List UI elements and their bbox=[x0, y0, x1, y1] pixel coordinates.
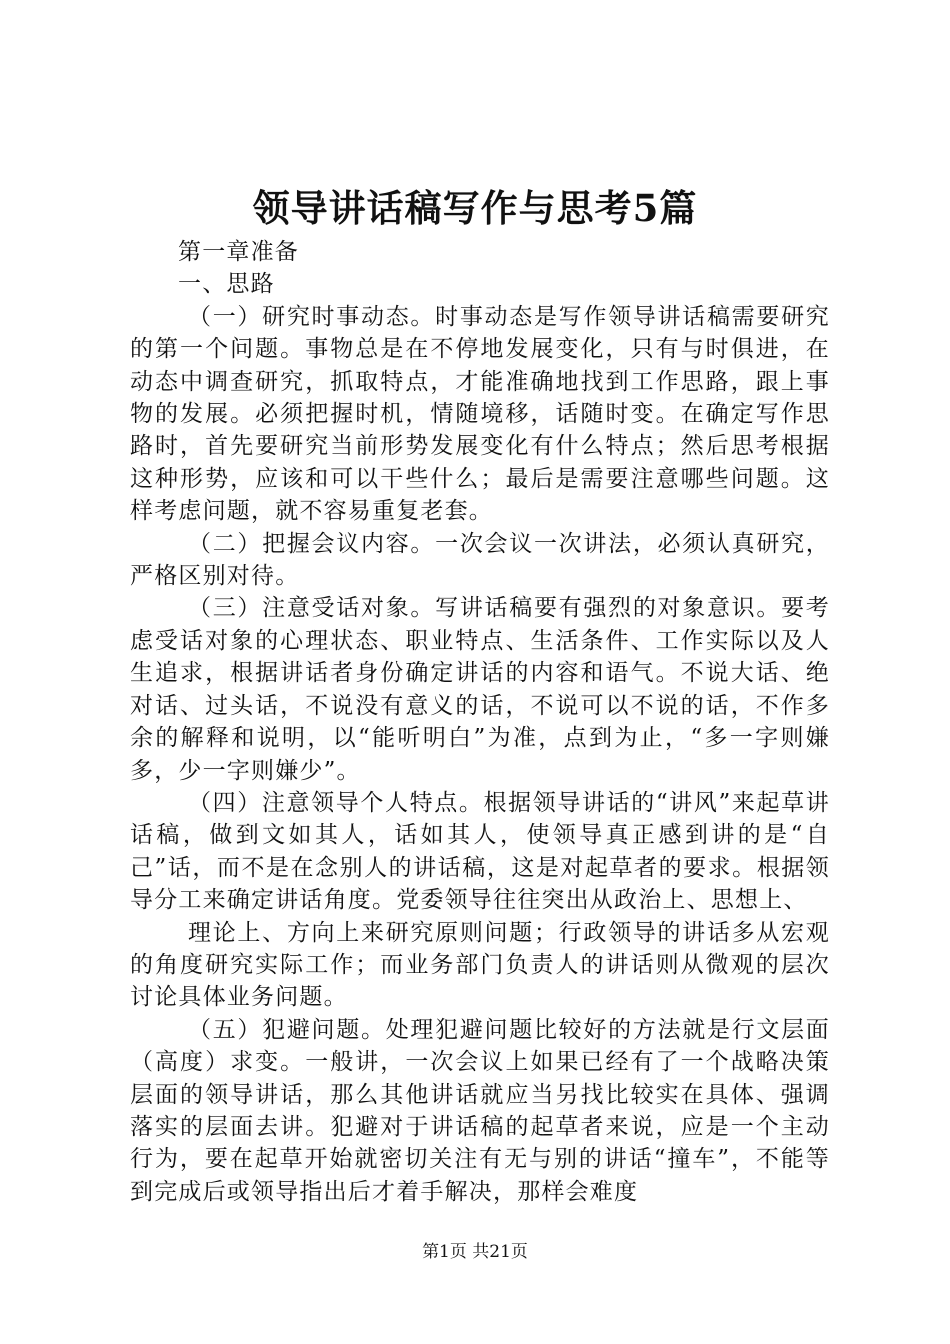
document-title: 领导讲话稿写作与思考5篇 bbox=[252, 186, 698, 230]
paragraph-6: （五）犯避问题。处理犯避问题比较好的方法就是行文层面（高度）求变。一般讲，一次会议上如果已经有了一个战略决策层面的领导讲话，那么其他讲话就应当另找比较实在具体、强调落实的层面去讲。犯避对于讲话稿的起草者来说，应是一个主动行为，要在起草开始就密切关注有无与别的讲话“撞车”，不能等到完成后或领导指出后才着手解决，那样会难度 bbox=[130, 1016, 830, 1205]
paragraph-2: （二）把握会议内容。一次会议一次讲法，必须认真研究，严格区别对待。 bbox=[130, 530, 830, 590]
section-heading: 一、思路 bbox=[178, 271, 275, 298]
document-body bbox=[130, 236, 830, 1208]
page-number: 第1页 共21页 bbox=[422, 1242, 528, 1262]
paragraph-3: （三）注意受话对象。写讲话稿要有强烈的对象意识。要考虑受话对象的心理状态、职业特点、生活条件、工作实际以及人生追求，根据讲话者身份确定讲话的内容和语气。不说大话、绝对话、过头话，不说没有意义的话，不说可以不说的话，不作多余的解释和说明，以“能听明白”为准，点到为止，“多一字则嫌多，少一字则嫌少”。 bbox=[130, 595, 830, 784]
paragraph-4: （四）注意领导个人特点。根据领导讲话的“讲风”来起草讲话稿，做到文如其人，话如其人，使领导真正感到讲的是“自己”话，而不是在念别人的讲话稿，这是对起草者的要求。根据领导分工来确定讲话角度。党委领导往往突出从政治上、思想上、 bbox=[130, 789, 830, 914]
paragraph-1: （一）研究时事动态。时事动态是写作领导讲话稿需要研究的第一个问题。事物总是在不停地发展变化，只有与时俱进，在动态中调查研究，抓取特点，才能准确地找到工作思路，跟上事物的发展。必须把握时机，情随境移，话随时变。在确定写作思路时，首先要研究当前形势发展变化有什么特点；然后思考根据这种形势，应该和可以干些什么；最后是需要注意哪些问题。这样考虑问题，就不容易重复老套。 bbox=[130, 303, 830, 525]
chapter-heading: 第一章准备 bbox=[178, 239, 299, 265]
paragraph-5: 理论上、方向上来研究原则问题；行政领导的讲话多从宏观的角度研究实际工作；而业务部门负责人的讲话则从微观的层次讨论具体业务问题。 bbox=[130, 919, 830, 1011]
